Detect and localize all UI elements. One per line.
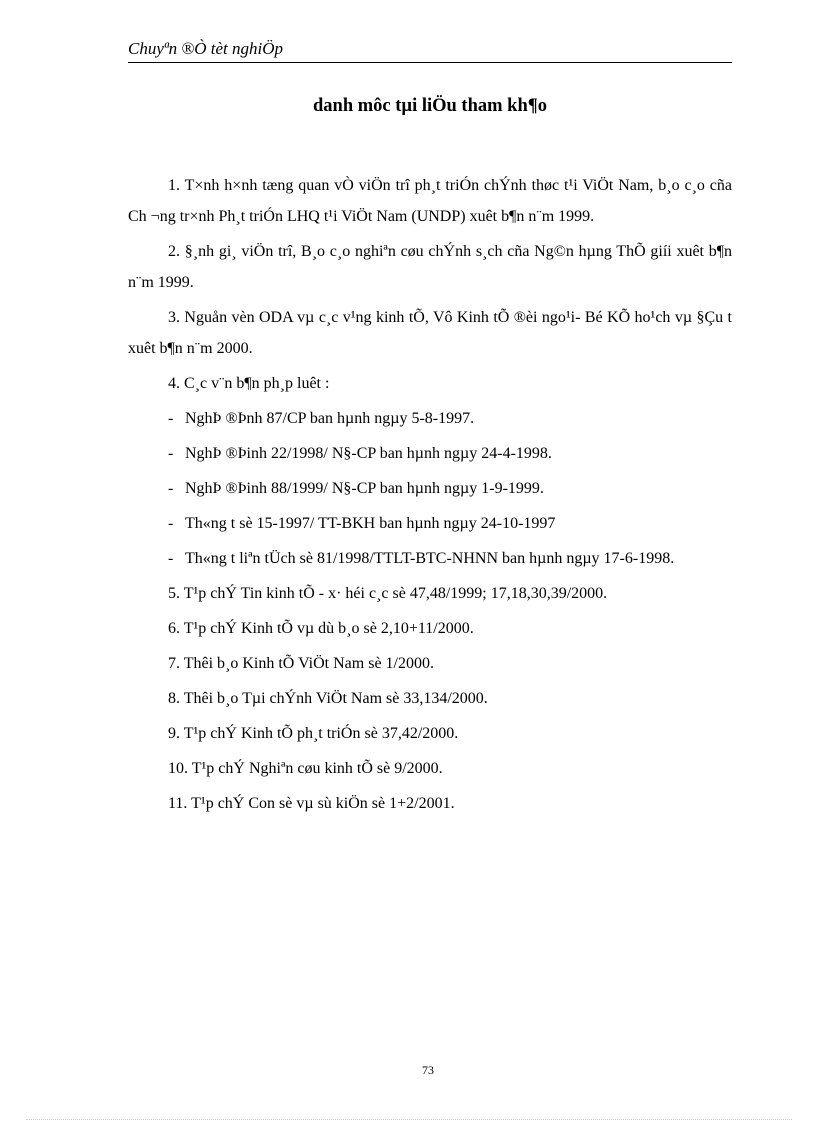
reference-item-11: 11. T¹p chÝ Con sè vµ sù kiÖn sè 1+2/2001. [168,795,455,812]
dash-mark: - [168,480,174,497]
reference-item-6: 6. T¹p chÝ Kinh tÕ vµ dù b¸o sè 2,10+11/2000. [168,620,474,637]
legal-document-text: NghÞ ®Þinh 88/1999/ N§-CP ban hµnh ngµy 1-9-1999. [185,480,544,497]
reference-list [128,170,732,823]
dash-mark: - [168,550,174,567]
reference-item-7: 7. Thêi b¸o Kinh tÕ ViÖt Nam sè 1/2000. [168,655,434,672]
reference-item-2: 2. §¸nh gi¸ viÖn trî, B¸o c¸o nghiªn cøu chÝnh s¸ch cña Ng©n hµng ThÕ giíi xuêt b¶n n¨m 1999. [128,243,732,291]
legal-document-item [128,543,732,574]
header-text: Chuyªn ®Ò tèt nghiÖp [128,39,284,58]
legal-document-item [128,508,732,539]
reference-item-5: 5. T¹p chÝ Tin kinh tÕ - x· héi c¸c sè 47,48/1999; 17,18,30,39/2000. [168,585,608,602]
reference-item-8: 8. Thêi b¸o Tµi chÝnh ViÖt Nam sè 33,134/2000. [168,690,488,707]
legal-document-text: NghÞ ®Þnh 87/CP ban hµnh ngµy 5-8-1997. [185,410,475,427]
reference-item-3: 3. Nguån vèn ODA vµ c¸c v¹ng kinh tÕ, Vô Kinh tÕ ®èi ngo¹i- Bé KÕ ho¹ch vµ §Çu t xuêt b¶n n¨m 2000. [128,309,732,357]
page-number: 73 [422,1063,434,1077]
legal-document-text: NghÞ ®Þinh 22/1998/ N§-CP ban hµnh ngµy 24-4-1998. [185,445,552,462]
page-title: danh môc tµi liÖu tham kh¶o [313,96,547,116]
dash-mark: - [168,515,174,532]
dash-mark: - [168,410,174,427]
page-bottom-divider [26,1119,792,1120]
dash-mark: - [168,445,174,462]
legal-document-item [128,473,732,504]
legal-document-item [128,403,732,434]
reference-item-1: 1. T×nh h×nh tæng quan vÒ viÖn trî ph¸t triÓn chÝnh thøc t¹i ViÖt Nam, b¸o c¸o cña Ch ¬ng tr×nh Ph¸t triÓn LHQ t¹i ViÖt Nam (UNDP) xuêt b¶n n¨m 1999. [128,177,732,225]
reference-item-4: 4. C¸c v¨n b¶n ph¸p luêt : [168,375,330,392]
legal-document-text: Th«ng t sè 15-1997/ TT-BKH ban hµnh ngµy 24-10-1997 [185,515,556,532]
legal-document-item [128,438,732,469]
legal-document-text: Th«ng t liªn tÜch sè 81/1998/TTLT-BTC-NHNN ban hµnh ngµy 17-6-1998. [185,550,675,567]
reference-item-9: 9. T¹p chÝ Kinh tÕ ph¸t triÓn sè 37,42/2000. [168,725,459,742]
reference-item-10: 10. T¹p chÝ Nghiªn cøu kinh tÕ sè 9/2000. [168,760,443,777]
page-header [128,38,732,63]
